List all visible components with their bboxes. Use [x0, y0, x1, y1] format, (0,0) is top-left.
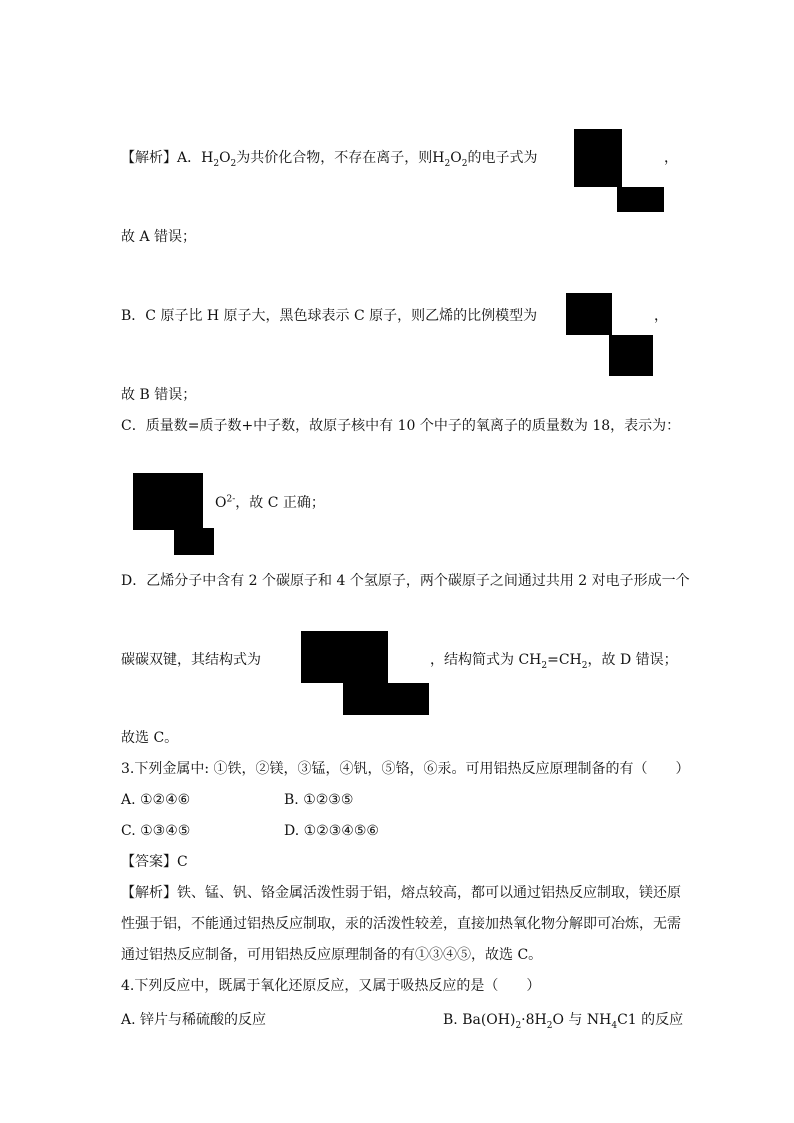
- analysis-b-comma: ，: [654, 308, 668, 324]
- question-3-analysis-line3: 通过铝热反应制备，可用铝热反应原理制备的有①③④⑤，故选 C。: [121, 947, 543, 963]
- question-4-option-b: B. $Ba(OH)_2\cdot 8H_2O$ 与 $NH_4C1$ 的反应: [443, 1012, 684, 1031]
- analysis-conclusion: 故选 C。: [121, 730, 179, 746]
- question-3-stem: 3.下列金属中: ①铁，②镁，③锰，④钒，⑤铬，⑥汞。可用铝热反应原理制备的有（ ）: [121, 761, 690, 777]
- analysis-d-line3: ，结构简式为 $CH_2=CH_2$，故 D 错误；: [430, 652, 678, 671]
- question-3-option-c: C. ①③④⑤: [121, 823, 191, 839]
- question-3-analysis-line1: 【解析】铁、锰、钒、铬金属活泼性弱于铝，熔点较高，都可以通过铝热反应制取，镁还原: [121, 885, 681, 901]
- question-3-answer: 【答案】C: [121, 854, 188, 870]
- analysis-a-line: 【解析】A．$H_2O_2$为共价化合物，不存在离子，则$H_2O_2$的电子式为: [121, 150, 538, 169]
- analysis-a-comma: ，: [664, 150, 678, 166]
- analysis-d-line2: 碳碳双键，其结构式为: [121, 652, 261, 668]
- analysis-b-line: B．C 原子比 H 原子大，黑色球表示 C 原子，则乙烯的比例模型为: [121, 308, 538, 324]
- analysis-d-line1: D．乙烯分子中含有 2 个碳原子和 4 个氢原子，两个碳原子之间通过共用 2 对电子形成一个: [121, 573, 690, 589]
- question-3-analysis-line2: 性强于铝，不能通过铝热反应制取，汞的活泼性较差，直接加热氧化物分解即可冶炼，无需: [121, 916, 681, 932]
- question-4-stem: 4.下列反应中，既属于氧化还原反应，又属于吸热反应的是（ ）: [121, 978, 541, 994]
- question-3-option-d: D. ①②③④⑤⑥: [284, 823, 379, 839]
- analysis-c-notation: $O^{2-}$，故 C 正确；: [215, 494, 325, 511]
- analysis-tag: 【解析】: [121, 150, 177, 166]
- question-3-option-b: B. ①②③⑤: [284, 792, 354, 808]
- analysis-a-conclusion: 故 A 错误；: [121, 229, 197, 245]
- question-3-option-a: A. ①②④⑥: [121, 792, 191, 808]
- question-4-option-a: A. 锌片与稀硫酸的反应: [121, 1012, 267, 1028]
- analysis-c-line: C．质量数=质子数+中子数，故原子核中有 10 个中子的氧离子的质量数为 18，表示为：: [121, 418, 681, 434]
- analysis-b-conclusion: 故 B 错误；: [121, 387, 197, 403]
